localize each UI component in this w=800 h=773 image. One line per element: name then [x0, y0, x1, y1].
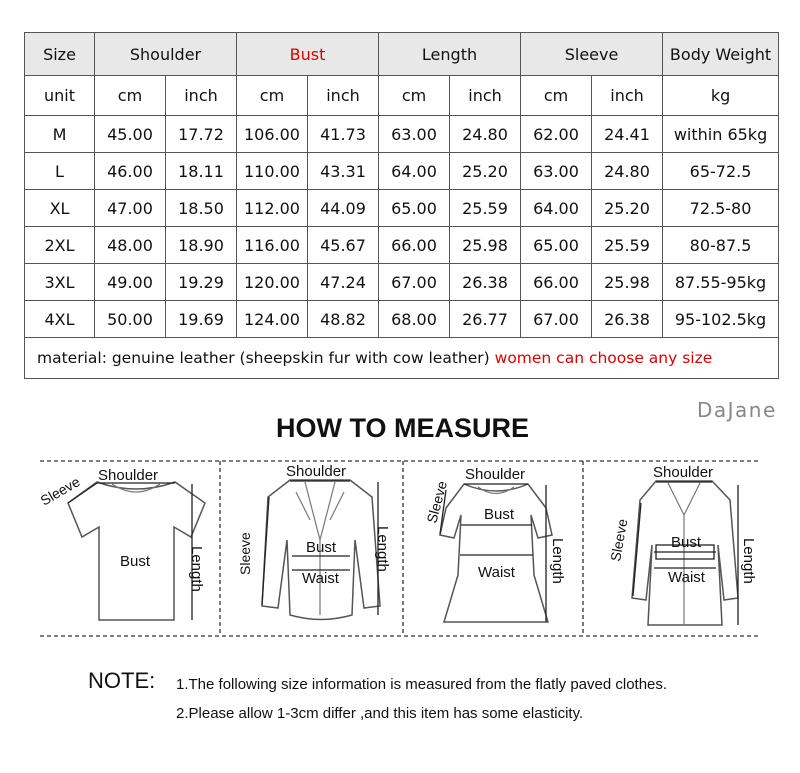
- dress-waist-label: Waist: [478, 564, 515, 581]
- table-cell: 95-102.5kg: [663, 301, 779, 338]
- unit-cell: inch: [592, 76, 663, 116]
- table-cell: XL: [25, 190, 95, 227]
- coat-waist-label: Waist: [668, 569, 705, 586]
- table-cell: 25.59: [592, 227, 663, 264]
- dress-shoulder-label: Shoulder: [465, 466, 526, 483]
- table-cell: 66.00: [521, 264, 592, 301]
- table-cell: 87.55-95kg: [663, 264, 779, 301]
- table-cell: 45.00: [95, 116, 166, 153]
- coat-bust-label: Bust: [671, 534, 702, 551]
- dress-sleeve-label: Sleeve: [423, 479, 450, 525]
- women-size-note: women can choose any size: [494, 349, 713, 367]
- table-cell: 47.00: [95, 190, 166, 227]
- table-cell: 50.00: [95, 301, 166, 338]
- table-cell: 64.00: [521, 190, 592, 227]
- tshirt-outline: [68, 482, 205, 620]
- table-cell: 41.73: [308, 116, 379, 153]
- table-cell: 65-72.5: [663, 153, 779, 190]
- table-cell: 66.00: [379, 227, 450, 264]
- table-cell: 112.00: [237, 190, 308, 227]
- coat-sleeve-label: Sleeve: [607, 517, 631, 563]
- table-cell: 110.00: [237, 153, 308, 190]
- table-cell: 63.00: [379, 116, 450, 153]
- table-cell: 116.00: [237, 227, 308, 264]
- table-cell: 49.00: [95, 264, 166, 301]
- unit-cell: inch: [450, 76, 521, 116]
- material-text: material: genuine leather (sheepskin fur with cow leather): [37, 349, 490, 367]
- table-cell: L: [25, 153, 95, 190]
- dress-bust-label: Bust: [484, 506, 515, 523]
- unit-cell: cm: [379, 76, 450, 116]
- table-cell: 4XL: [25, 301, 95, 338]
- table-cell: 106.00: [237, 116, 308, 153]
- table-cell: 24.41: [592, 116, 663, 153]
- header-body-weight: Body Weight: [663, 33, 779, 76]
- table-cell: 43.31: [308, 153, 379, 190]
- unit-cell: kg: [663, 76, 779, 116]
- dress-measure-lines: [440, 484, 546, 622]
- coat-collar: [668, 483, 700, 625]
- table-cell: 26.77: [450, 301, 521, 338]
- table-cell: 19.69: [166, 301, 237, 338]
- header-shoulder: Shoulder: [95, 33, 237, 76]
- table-cell: 48.82: [308, 301, 379, 338]
- brand-watermark: DaJane: [697, 398, 777, 422]
- table-cell: within 65kg: [663, 116, 779, 153]
- table-cell: 45.67: [308, 227, 379, 264]
- table-cell: 25.59: [450, 190, 521, 227]
- table-cell: 2XL: [25, 227, 95, 264]
- note-line-1: 1.The following size information is measured from the flatly paved clothes.: [176, 676, 668, 693]
- jacket-length-label: Length: [374, 526, 391, 572]
- table-cell: 17.72: [166, 116, 237, 153]
- table-cell: 63.00: [521, 153, 592, 190]
- table-cell: 72.5-80: [663, 190, 779, 227]
- header-size: Size: [25, 33, 95, 76]
- dress-length-label: Length: [549, 538, 566, 584]
- table-cell: 26.38: [450, 264, 521, 301]
- dress-diagram: [423, 466, 566, 622]
- coat-length-label: Length: [740, 538, 757, 584]
- table-cell: 120.00: [237, 264, 308, 301]
- coat-diagram: [607, 464, 757, 625]
- table-cell: 26.38: [592, 301, 663, 338]
- table-cell: 19.29: [166, 264, 237, 301]
- table-cell: 25.20: [450, 153, 521, 190]
- header-sleeve: Sleeve: [521, 33, 663, 76]
- jacket-bust-label: Bust: [306, 539, 337, 556]
- tshirt-bust-label: Bust: [120, 553, 151, 570]
- table-cell: 25.98: [450, 227, 521, 264]
- jacket-diagram: [237, 463, 391, 620]
- unit-cell: cm: [237, 76, 308, 116]
- tshirt-length-label: Length: [188, 546, 205, 592]
- table-cell: 67.00: [379, 264, 450, 301]
- table-cell: 44.09: [308, 190, 379, 227]
- table-cell: 25.98: [592, 264, 663, 301]
- table-cell: 18.90: [166, 227, 237, 264]
- coat-outline: [632, 481, 738, 625]
- table-cell: 47.24: [308, 264, 379, 301]
- table-cell: 18.11: [166, 153, 237, 190]
- tshirt-diagram: [38, 467, 206, 620]
- table-cell: 65.00: [521, 227, 592, 264]
- header-bust: Bust: [237, 33, 379, 76]
- unit-cell: cm: [95, 76, 166, 116]
- header-length: Length: [379, 33, 521, 76]
- table-cell: 80-87.5: [663, 227, 779, 264]
- table-cell: 124.00: [237, 301, 308, 338]
- table-cell: 68.00: [379, 301, 450, 338]
- table-cell: 67.00: [521, 301, 592, 338]
- table-cell: 24.80: [592, 153, 663, 190]
- how-to-measure-title: HOW TO MEASURE: [275, 413, 529, 443]
- table-cell: M: [25, 116, 95, 153]
- jacket-sleeve-label: Sleeve: [237, 532, 253, 575]
- unit-cell: cm: [521, 76, 592, 116]
- jacket-shoulder-label: Shoulder: [286, 463, 347, 480]
- table-cell: 46.00: [95, 153, 166, 190]
- table-cell: 3XL: [25, 264, 95, 301]
- tshirt-shoulder-label: Shoulder: [98, 467, 159, 484]
- dress-outline: [440, 484, 552, 622]
- table-cell: 25.20: [592, 190, 663, 227]
- tshirt-sleeve-label: Sleeve: [37, 473, 83, 509]
- table-cell: 62.00: [521, 116, 592, 153]
- jacket-waist-label: Waist: [302, 570, 339, 587]
- table-cell: 24.80: [450, 116, 521, 153]
- table-cell: 48.00: [95, 227, 166, 264]
- table-cell: 65.00: [379, 190, 450, 227]
- tshirt-collar: [112, 484, 160, 492]
- unit-cell: inch: [166, 76, 237, 116]
- note-line-2: 2.Please allow 1-3cm differ ,and this item has some elasticity.: [176, 705, 584, 722]
- coat-shoulder-label: Shoulder: [653, 464, 714, 481]
- table-cell: 64.00: [379, 153, 450, 190]
- unit-cell: unit: [25, 76, 95, 116]
- note-heading: NOTE:: [88, 668, 156, 693]
- unit-cell: inch: [308, 76, 379, 116]
- table-cell: 18.50: [166, 190, 237, 227]
